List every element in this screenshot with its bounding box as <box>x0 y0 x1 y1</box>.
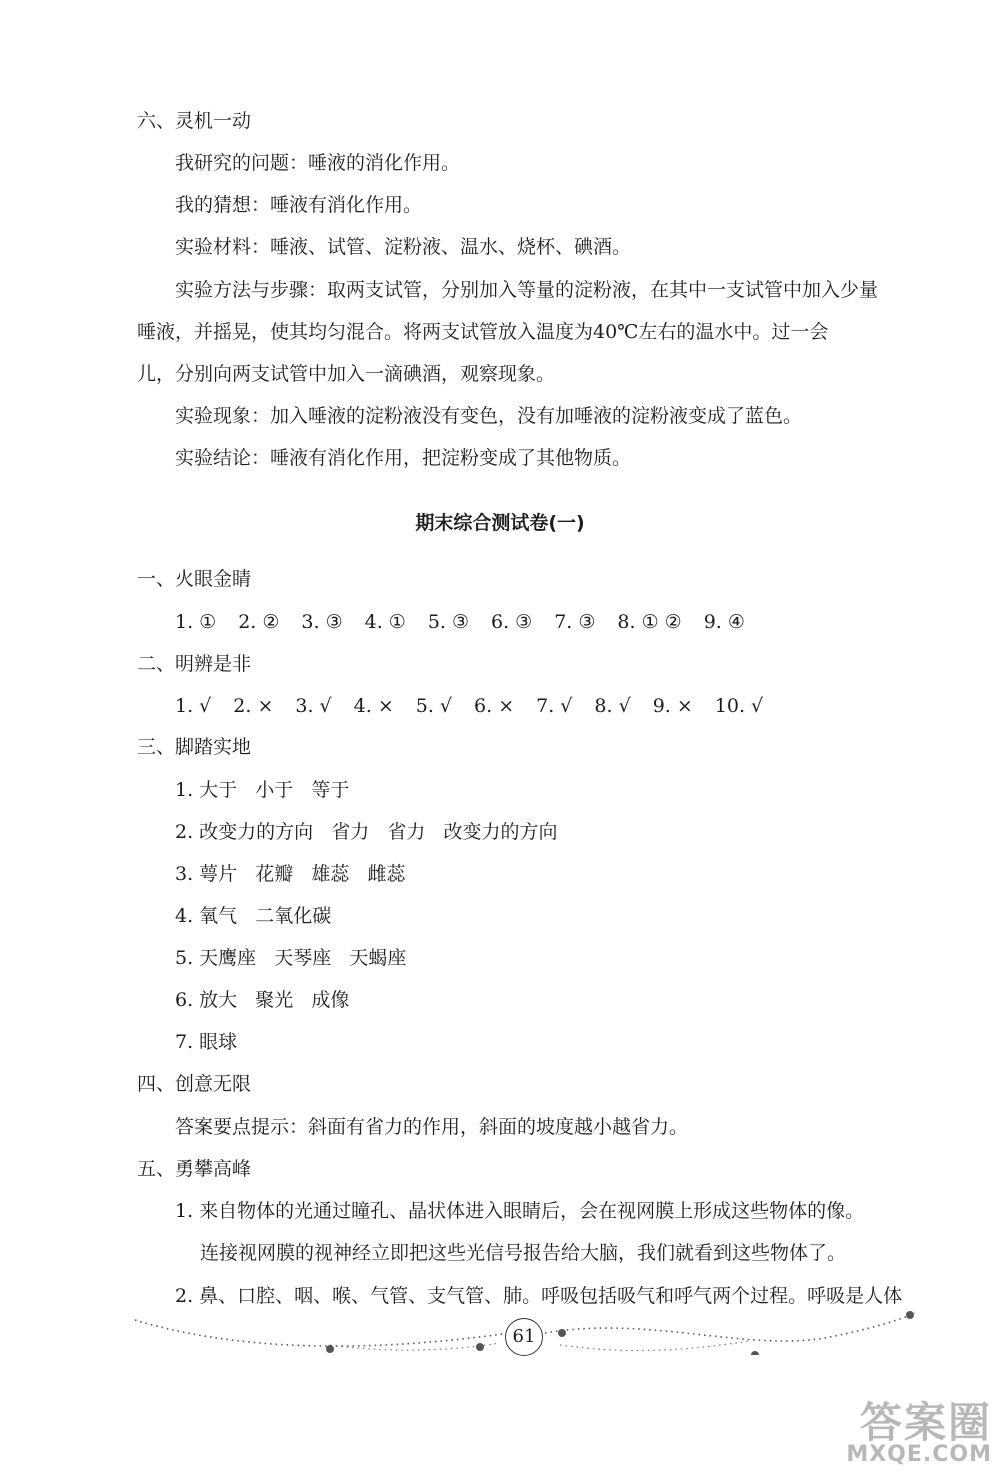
section-5-line: 连接视网膜的视神经立即把这些光信号报告给大脑，我们就看到这些物体了。 <box>200 1242 847 1264</box>
fill-item: 6. 放大 聚光 成像 <box>175 989 350 1011</box>
answer: 4. ① <box>364 611 406 633</box>
answer: 6. × <box>474 695 515 717</box>
section-1-heading: 一、火眼金睛 <box>137 568 252 590</box>
section-4-text: 答案要点提示：斜面有省力的作用，斜面的坡度越小越省力。 <box>175 1116 689 1138</box>
watermark-bottom: MXQE.COM <box>846 1442 992 1467</box>
exam-title: 期末综合测试卷(一) <box>415 512 585 534</box>
answer: 8. ① ② <box>617 611 682 633</box>
fill-item: 3. 萼片 花瓣 雄蕊 雌蕊 <box>175 863 406 885</box>
phenomenon: 实验现象：加入唾液的淀粉液没有变色，没有加唾液的淀粉液变成了蓝色。 <box>175 405 803 427</box>
ornament-dot-icon <box>476 1343 484 1351</box>
answer: 6. ③ <box>491 611 533 633</box>
answer: 3. ③ <box>301 611 343 633</box>
method-line-2: 唾液，并摇晃，使其均匀混合。将两支试管放入温度为40℃左右的温水中。过一会 <box>137 321 829 343</box>
answer: 3. √ <box>295 695 332 717</box>
answer: 10. √ <box>714 695 764 717</box>
answer: 2. ② <box>238 611 280 633</box>
answer: 7. √ <box>536 695 573 717</box>
watermark-top: 答案圈 <box>859 1398 992 1447</box>
section-4-heading: 四、创意无限 <box>137 1073 252 1095</box>
answer: 4. × <box>353 695 394 717</box>
page-number: 61 <box>505 1318 543 1356</box>
section-5-line: 2. 鼻、口腔、咽、喉、气管、支气管、肺。呼吸包括吸气和呼气两个过程。呼吸是人体 <box>175 1285 903 1307</box>
section-2-answers <box>175 697 763 716</box>
ornament-dot-icon <box>326 1345 334 1353</box>
answer: 1. √ <box>175 695 212 717</box>
fill-item: 1. 大于 小于 等于 <box>175 779 350 801</box>
ornament-dot-icon <box>558 1329 566 1337</box>
answer: 8. √ <box>594 695 631 717</box>
hypothesis: 我的猜想：唾液有消化作用。 <box>175 194 423 216</box>
fill-item: 4. 氧气 二氧化碳 <box>175 905 332 927</box>
section-1-answers <box>175 613 745 632</box>
section-6-heading: 六、灵机一动 <box>137 110 252 132</box>
ornament-dot-icon <box>751 1351 759 1355</box>
fill-item: 5. 天鹰座 天琴座 天蝎座 <box>175 947 407 969</box>
section-5-heading: 五、勇攀高峰 <box>137 1158 252 1180</box>
answer: 5. √ <box>415 695 453 717</box>
answer: 7. ③ <box>554 611 596 633</box>
section-2-heading: 二、明辨是非 <box>137 653 252 675</box>
conclusion: 实验结论：唾液有消化作用，把淀粉变成了其他物质。 <box>175 447 632 469</box>
watermark-logo <box>846 1398 992 1467</box>
fill-item: 2. 改变力的方向 省力 省力 改变力的方向 <box>175 821 558 843</box>
section-3-heading: 三、脚踏实地 <box>137 736 252 758</box>
answer: 9. ④ <box>703 611 745 633</box>
ornament-dot-icon <box>906 1311 914 1319</box>
research-question: 我研究的问题：唾液的消化作用。 <box>175 152 461 174</box>
fill-item: 7. 眼球 <box>175 1031 238 1053</box>
method-line-1: 实验方法与步骤：取两支试管，分别加入等量的淀粉液，在其中一支试管中加入少量 <box>175 279 879 301</box>
materials: 实验材料：唾液、试管、淀粉液、温水、烧杯、碘酒。 <box>175 236 632 258</box>
section-5-line: 1. 来自物体的光通过瞳孔、晶状体进入眼睛后，会在视网膜上形成这些物体的像。 <box>175 1200 865 1222</box>
answer: 9. × <box>652 695 693 717</box>
method-line-3: 儿，分别向两支试管中加入一滴碘酒，观察现象。 <box>137 363 556 385</box>
answer: 1. ① <box>175 611 217 633</box>
answer: 2. × <box>233 695 274 717</box>
answer: 5. ③ <box>427 611 470 633</box>
